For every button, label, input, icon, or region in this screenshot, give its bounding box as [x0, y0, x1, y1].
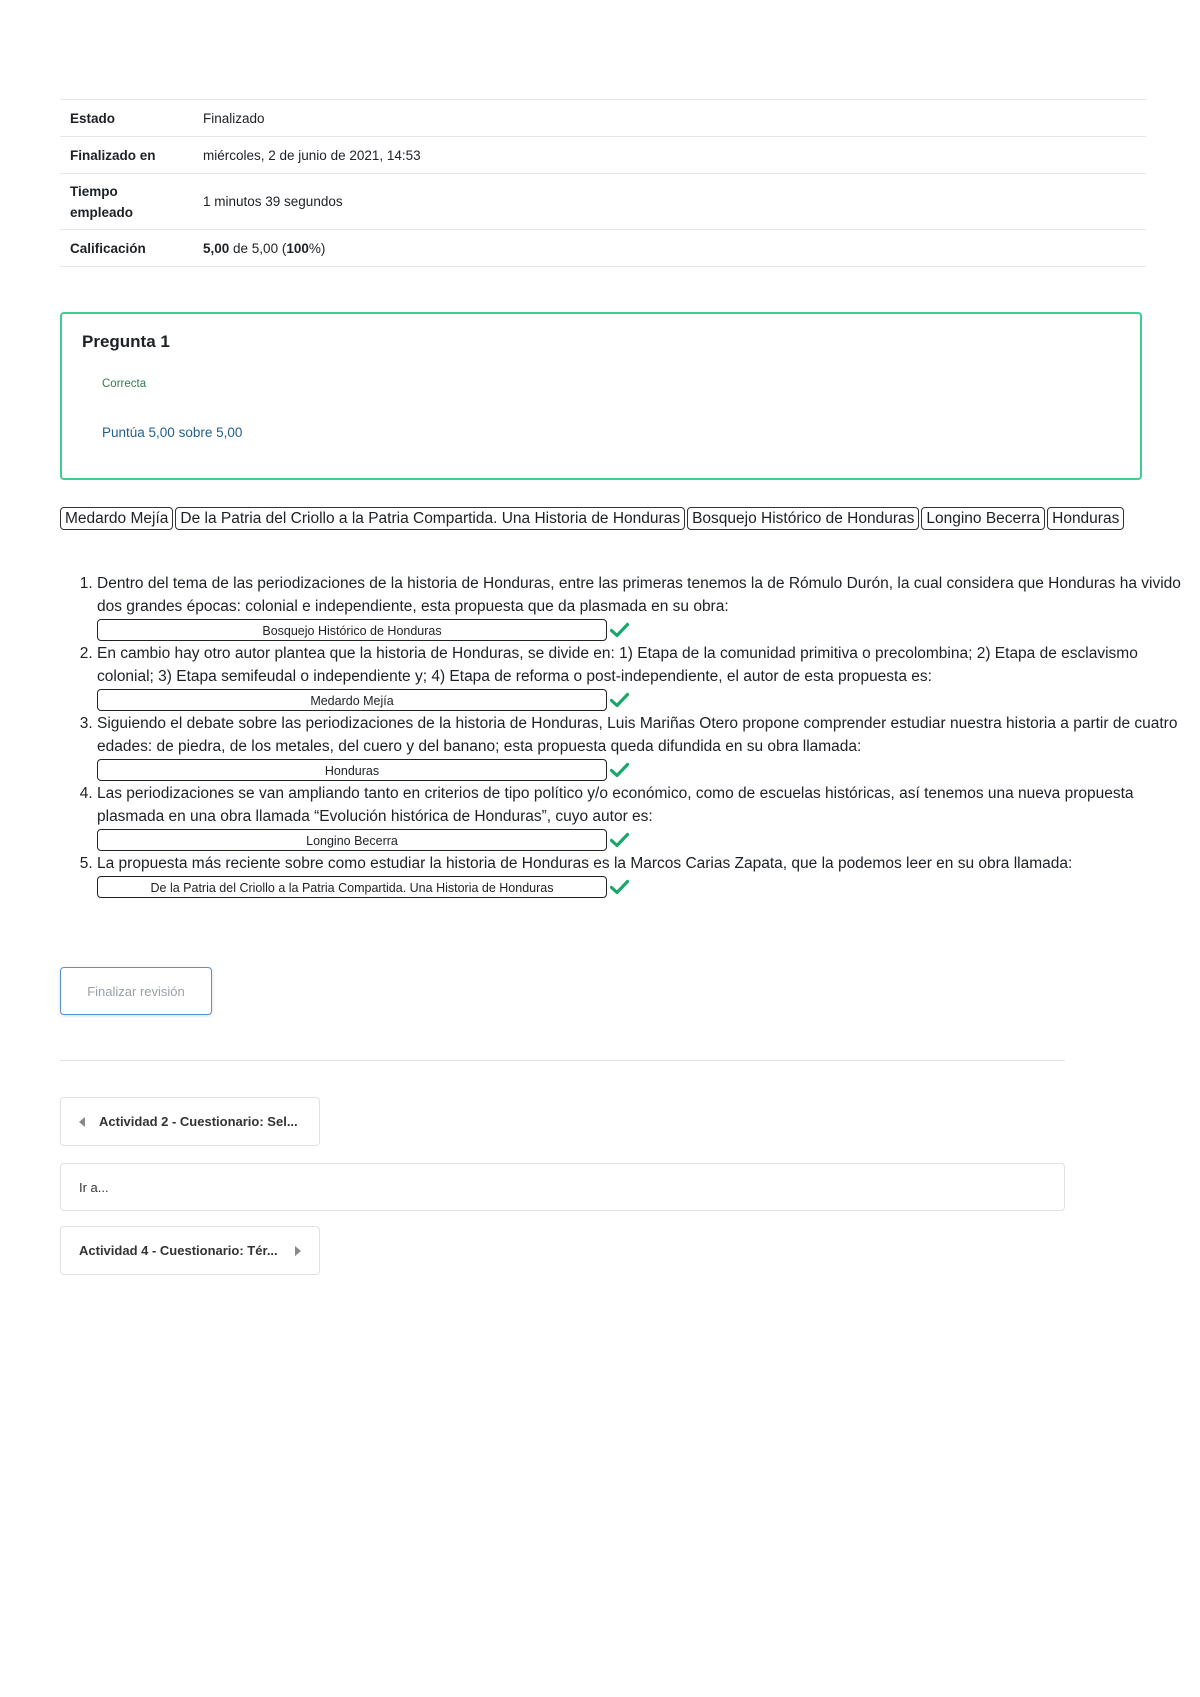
next-activity-label: Actividad 4 - Cuestionario: Tér... [79, 1243, 278, 1258]
divider [60, 1060, 1065, 1061]
check-icon [610, 762, 629, 778]
grade-of: de 5,00 ( [229, 240, 287, 256]
check-icon [610, 832, 629, 848]
drag-chip-longino-becerra[interactable]: Longino Becerra [921, 507, 1045, 530]
grade-score: 5,00 [203, 240, 230, 256]
check-icon [610, 879, 629, 895]
previous-activity-link[interactable] [60, 1097, 320, 1146]
summary-label: Estado [70, 110, 116, 126]
drop-zone[interactable]: Longino Becerra [97, 829, 607, 851]
list-item [97, 852, 1182, 899]
question-text: Las periodizaciones se van ampliando tanto en criterios de tipo político y/o económico, como de escuelas históricas, así tenemos una nueva propuesta plasmada en una obra llamada “Evolución histórica de Honduras”, cuyo autor es: [97, 785, 1134, 825]
question-text: Siguiendo el debate sobre las periodizaciones de la historia de Honduras, Luis Mariñas Otero propone comprender estudiar nuestra historia a partir de cuatro edades: de piedra, de los metales, del cuero y del banano; esta propuesta queda difundida en su obra llamada: [97, 715, 1178, 755]
list-item [97, 572, 1182, 642]
previous-activity-label: Actividad 2 - Cuestionario: Sel... [99, 1114, 298, 1129]
check-icon [610, 692, 629, 708]
drag-chip-bosquejo[interactable]: Bosquejo Histórico de Honduras [687, 507, 919, 530]
summary-row-state [60, 100, 1146, 137]
jump-to-label: Ir a... [79, 1179, 109, 1195]
check-icon [610, 622, 629, 638]
attempt-summary-table [60, 99, 1146, 267]
question-list [61, 572, 1182, 899]
drag-chip-honduras[interactable]: Honduras [1047, 507, 1124, 530]
drag-chip-medardo-mejia[interactable]: Medardo Mejía [60, 507, 173, 530]
drag-chip-patria-criollo[interactable]: De la Patria del Criollo a la Patria Compartida. Una Historia de Honduras [175, 507, 685, 530]
triangle-right-icon [295, 1246, 301, 1256]
question-info-box [60, 312, 1142, 480]
summary-label: Tiempo empleado [70, 183, 134, 220]
word-bank [60, 506, 1146, 532]
finish-review-button[interactable]: Finalizar revisión [60, 967, 212, 1015]
summary-label: Calificación [70, 240, 146, 256]
triangle-left-icon [79, 1117, 85, 1127]
drop-zone[interactable]: De la Patria del Criollo a la Patria Compartida. Una Historia de Honduras [97, 876, 607, 898]
summary-row-finished [60, 137, 1146, 174]
question-text: Dentro del tema de las periodizaciones de la historia de Honduras, entre las primeras tenemos la de Rómulo Durón, la cual considera que Honduras ha vivido dos grandes épocas: colonial e independiente, esta propuesta que da plasmada en su obra: [97, 575, 1181, 615]
jump-to-select[interactable] [60, 1163, 1065, 1211]
grade-percent-suffix: %) [308, 240, 326, 256]
drop-zone[interactable]: Bosquejo Histórico de Honduras [97, 619, 607, 641]
list-item [97, 782, 1182, 852]
question-text: La propuesta más reciente sobre como estudiar la historia de Honduras es la Marcos Carias Zapata, que la podemos leer en su obra llamada: [97, 855, 1073, 872]
drop-zone[interactable]: Honduras [97, 759, 607, 781]
summary-value: 1 minutos 39 segundos [203, 194, 343, 209]
summary-label: Finalizado en [70, 147, 156, 163]
next-activity-link[interactable] [60, 1226, 320, 1275]
summary-row-time [60, 174, 1146, 230]
summary-grade-value [193, 230, 1146, 267]
question-title: Pregunta 1 [82, 332, 170, 351]
grade-percent: 100 [286, 240, 309, 256]
question-text: En cambio hay otro autor plantea que la historia de Honduras, se divide en: 1) Etapa de la comunidad primitiva o precolombina; 2) Etapa de esclavismo colonial; 3) Etapa semifeudal o independiente y; 4) Etapa de reforma o post-independiente, el autor de esta propuesta es: [97, 645, 1138, 685]
list-item [97, 642, 1182, 712]
question-state: Correcta [102, 378, 147, 390]
list-item [97, 712, 1182, 782]
drop-zone[interactable]: Medardo Mejía [97, 689, 607, 711]
question-grade: Puntúa 5,00 sobre 5,00 [102, 425, 243, 440]
summary-row-grade [60, 230, 1146, 267]
summary-value: Finalizado [203, 110, 265, 126]
summary-value: miércoles, 2 de junio de 2021, 14:53 [203, 147, 421, 163]
